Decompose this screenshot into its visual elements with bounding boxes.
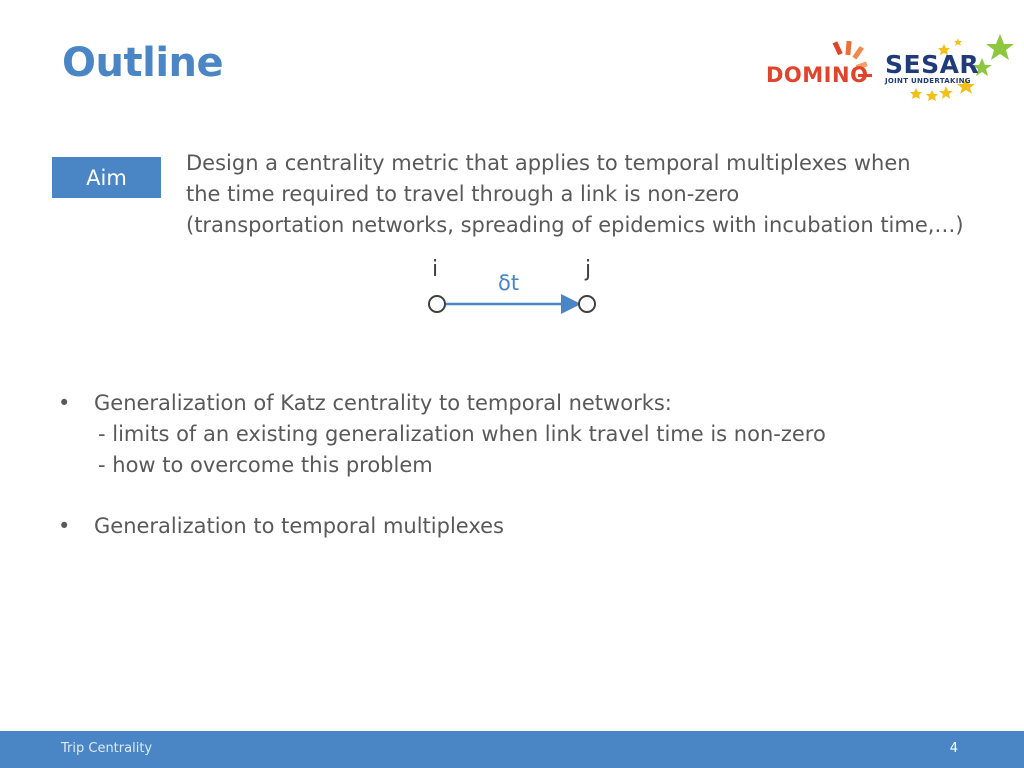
- sesar-logo-subtitle: JOINT UNDERTAKING: [885, 77, 971, 85]
- aim-label-box: Aim: [52, 157, 161, 198]
- node-i-circle: [429, 296, 445, 312]
- bullet-marker: •: [58, 391, 71, 415]
- sesar-logo-text: SESAR: [885, 50, 980, 79]
- footer-title: Trip Centrality: [61, 741, 153, 756]
- domino-logo-text: DOMINO: [766, 63, 869, 87]
- sub-item: - limits of an existing generalization when link travel time is non-zero: [98, 422, 826, 446]
- page-number: 4: [949, 741, 958, 756]
- slide-title: Outline: [62, 40, 224, 86]
- bullet-text: Generalization of Katz centrality to temporal networks:: [94, 391, 672, 415]
- sub-item: - how to overcome this problem: [98, 453, 433, 477]
- aim-line: the time required to travel through a link is non-zero: [186, 182, 740, 206]
- node-j-label: j: [585, 257, 592, 282]
- aim-line: (transportation networks, spreading of epidemics with incubation time,…): [186, 213, 964, 237]
- bullet-text: Generalization to temporal multiplexes: [94, 514, 504, 538]
- aim-line: Design a centrality metric that applies to temporal multiplexes when: [186, 151, 911, 175]
- footer-bar: [0, 731, 1024, 768]
- edge-label: δt: [498, 271, 520, 295]
- list-item: [58, 511, 958, 542]
- node-i-label: i: [432, 257, 439, 282]
- bullet-list: [58, 388, 958, 542]
- aim-description: [186, 148, 986, 241]
- bullet-marker: •: [58, 514, 71, 538]
- partner-logos: [760, 30, 1020, 110]
- link-diagram: [420, 255, 610, 325]
- node-j-circle: [579, 296, 595, 312]
- list-item: [58, 388, 958, 419]
